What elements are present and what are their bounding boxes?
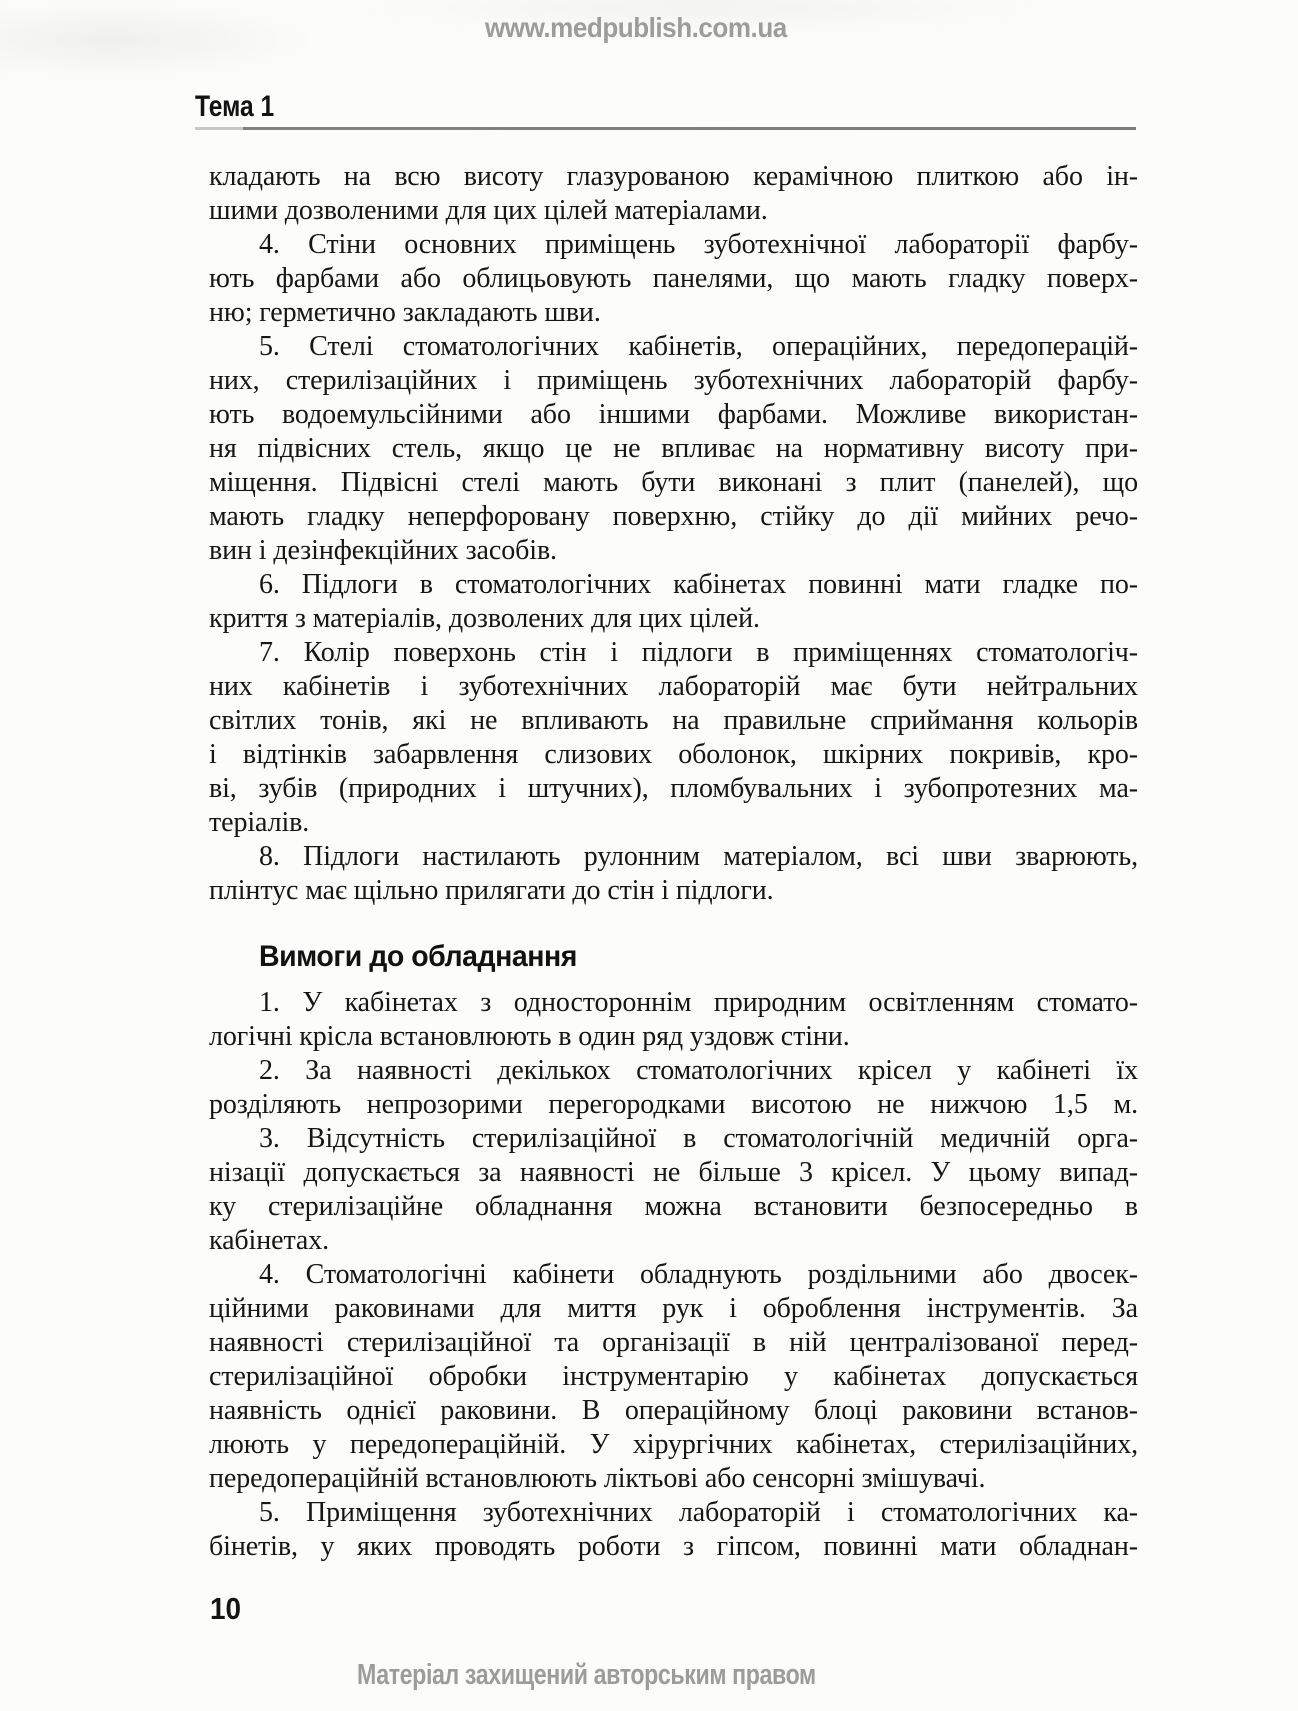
page-number: 10 xyxy=(210,1591,242,1626)
text-line: бінетів, у яких проводять роботи з гіпсом, повинні мати обладнан- xyxy=(209,1531,1138,1562)
text-line: плінтус має щільно прилягати до стін і підлоги. xyxy=(209,875,774,906)
chapter-label: Тема 1 xyxy=(195,90,275,123)
body-text-block-1 xyxy=(209,160,1138,908)
text-line: 6. Підлоги в стоматологічних кабінетах повинні мати гладке по- xyxy=(259,569,1138,600)
text-line: наявність однієї раковини. В операційному блоці раковини встанов- xyxy=(209,1395,1138,1426)
text-line: вин і дезінфекційних засобів. xyxy=(209,535,557,566)
text-line: ню; герметично закладають шви. xyxy=(209,297,601,328)
text-line: ють водоемульсійними або іншими фарбами. Можливе використан- xyxy=(209,399,1138,430)
text-line: міщення. Підвісні стелі мають бути виконані з плит (панелей), що xyxy=(209,467,1138,498)
text-line: 5. Приміщення зуботехнічних лабораторій і стоматологічних ка- xyxy=(259,1497,1138,1528)
text-line: розділяють непрозорими перегородками висотою не нижчою 1,5 м. xyxy=(209,1089,1138,1120)
text-line: ку стерилізаційне обладнання можна встановити безпосередньо в xyxy=(209,1191,1138,1222)
text-line: нізації допускається за наявності не більше 3 крісел. У цьому випад- xyxy=(209,1157,1138,1188)
text-line: ві, зубів (природних і штучних), пломбувальних і зубопротезних ма- xyxy=(209,773,1138,804)
publisher-url: www.medpublish.com.ua xyxy=(485,12,787,43)
text-line: світлих тонів, які не впливають на правильне сприймання кольорів xyxy=(209,705,1138,736)
text-line: криття з матеріалів, дозволених для цих цілей. xyxy=(209,603,760,634)
text-line: логічні крісла встановлюють в один ряд уздовж стіни. xyxy=(209,1021,850,1052)
text-line: 1. У кабінетах з одностороннім природним освітленням стомато- xyxy=(259,987,1138,1018)
text-line: ють фарбами або облицьовують панелями, що мають гладку поверх- xyxy=(209,263,1138,294)
text-line: 4. Стоматологічні кабінети обладнують роздільними або двосек- xyxy=(259,1259,1138,1290)
text-line: теріалів. xyxy=(209,807,310,838)
text-line: кабінетах. xyxy=(209,1225,330,1256)
text-line: люють у передопераційній. У хірургічних кабінетах, стерилізаційних, xyxy=(209,1429,1138,1460)
text-line: них кабінетів і зуботехнічних лабораторій має бути нейтральних xyxy=(209,671,1138,702)
text-line: 5. Стелі стоматологічних кабінетів, операційних, передоперацій- xyxy=(259,331,1138,362)
text-line: них, стерилізаційних і приміщень зуботехнічних лабораторій фарбу- xyxy=(209,365,1138,396)
text-line: мають гладку неперфоровану поверхню, стійку до дії мийних речо- xyxy=(209,501,1138,532)
text-line: ня підвісних стель, якщо це не впливає на нормативну висоту при- xyxy=(209,433,1138,464)
section-heading: Вимоги до обладнання xyxy=(259,940,577,973)
body-text-block-2 xyxy=(209,986,1138,1564)
text-line: стерилізаційної обробки інструментарію у кабінетах допускається xyxy=(209,1361,1138,1392)
copyright-notice: Матеріал захищений авторським правом xyxy=(357,1659,816,1691)
text-line: наявності стерилізаційної та організації в ній централізованої перед- xyxy=(209,1327,1138,1358)
text-line: 7. Колір поверхонь стін і підлоги в приміщеннях стоматологіч- xyxy=(259,637,1138,668)
text-line: 4. Стіни основних приміщень зуботехнічної лабораторії фарбу- xyxy=(259,229,1138,260)
text-line: кладають на всю висоту глазурованою керамічною плиткою або ін- xyxy=(209,161,1138,192)
text-line: ційними раковинами для миття рук і оброблення інструментів. За xyxy=(209,1293,1138,1324)
text-line: 2. За наявності декількох стоматологічних крісел у кабінеті їх xyxy=(259,1055,1138,1086)
text-line: передопераційній встановлюють ліктьові або сенсорні змішувачі. xyxy=(209,1463,986,1494)
text-line: 3. Відсутність стерилізаційної в стоматологічній медичній орга- xyxy=(259,1123,1138,1154)
chapter-divider-rule xyxy=(195,127,1136,130)
text-line: і відтінків забарвлення слизових оболонок, шкірних покривів, кро- xyxy=(209,739,1138,770)
text-line: шими дозволеними для цих цілей матеріалами. xyxy=(209,195,768,226)
text-line: 8. Підлоги настилають рулонним матеріалом, всі шви зварюють, xyxy=(259,841,1138,872)
